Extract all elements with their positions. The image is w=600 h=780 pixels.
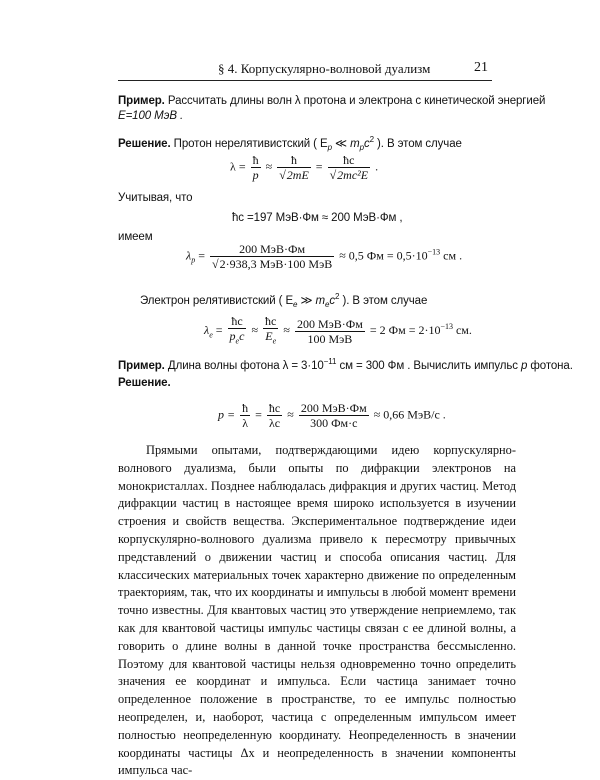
eq2-frac: $\frac{\text{200 МэВ·Фм}}{\text{√2·938,3 МэВ·100 МэВ}}$ — [211, 242, 333, 271]
example-1-label: Пример. — [118, 95, 165, 107]
eq2-rhs: ≈ 0,5 Фм = 0,5·10 — [339, 248, 428, 263]
electron-text-cont: . В этом случае — [346, 294, 428, 307]
eq1-eq: = — [315, 159, 323, 174]
example-2-text3: фотона. — [527, 359, 573, 372]
equation-lambda-electron: $\lambda_e$ = $\frac{ħc}{p_ec}$ ≈ $\frac{ħc}{E_e}$ ≈ $\frac{\text{200 МэВ·Фм}}{\text{100 МэВ}}$ = 2 Фм = $2\cdot 10^{-13}$ см. — [204, 314, 472, 348]
have-text: имеем — [118, 231, 153, 243]
eq4-frac-2: $\frac{ħc}{\lambda c}$ — [268, 401, 281, 430]
eq3-lhs: λ — [204, 322, 210, 337]
eq1-frac-2: $\frac{ħ}{√2mE}$ — [279, 153, 309, 182]
example-2-text2: см = 300 Фм . Вычислить импульс — [336, 359, 518, 372]
example-1-line-2 — [118, 110, 183, 122]
solution-1-line: Решение. Протон нерелятивистский ( $E_p$ ≪ $m_pc^2$ ). В этом случае — [118, 135, 462, 153]
eq2-eq: = — [198, 248, 205, 263]
example-2-line — [118, 357, 573, 372]
solution-1-text: Протон нерелятивистский ( E — [170, 137, 328, 150]
eq1-approx: ≈ — [265, 159, 273, 174]
example-2-exp: −11 — [323, 357, 337, 366]
solution-2-label: Решение. — [118, 377, 171, 389]
equation-photon-momentum: p = $\frac{ħ}{\lambda}$ = $\frac{ħc}{\lambda c}$ ≈ $\frac{\text{200 МэВ·Фм}}{300 Фм\cdot c}$ ≈ 0,66 МэВ/c . — [218, 401, 446, 430]
eq3-exp: −13 — [440, 321, 453, 331]
eq4-rhs: ≈ 0,66 МэВ/c . — [373, 407, 446, 422]
eq2-lhs: λ — [186, 248, 192, 263]
eq4-frac-3: $\frac{\text{200 МэВ·Фм}}{300 Фм\cdot c}$ — [300, 401, 367, 430]
electron-line: Электрон релятивистский ( $E_e$ ≫ $m_ec^2$ ). В этом случае — [140, 292, 428, 310]
page-number: 21 — [474, 60, 488, 75]
eq3-frac-3: $\frac{\text{200 МэВ·Фм}}{\text{100 МэВ}}$ — [296, 316, 363, 346]
solution-1-label: Решение. — [118, 137, 171, 150]
example-1-line-1 — [118, 95, 545, 107]
example-1-text: Рассчитать длины волн λ протона и электрона с кинетической энергией — [164, 95, 546, 107]
running-header — [118, 60, 492, 81]
solution-2-line — [118, 377, 171, 389]
eq2-unit: см . — [440, 248, 463, 263]
equation-hc: ħc =197 МэВ·Фм ≈ 200 МэВ·Фм , — [232, 212, 403, 224]
example-2-p: p — [517, 359, 528, 372]
eq1-frac-3: $\frac{ħc}{\text{√2mc²E}}$ — [329, 153, 369, 182]
eq2-exp: −13 — [427, 247, 441, 257]
eq3-rhs: = 2 Фм = 2·10 — [369, 322, 441, 337]
equation-lambda-proton-value — [186, 242, 462, 271]
considering-text: Учитывая, что — [118, 192, 193, 204]
eq1-frac-1: $\frac{ħ}{p}$ — [252, 153, 259, 182]
example-1-energy: E=100 МэВ . — [118, 110, 184, 122]
eq3-frac-2: $\frac{ħc}{E_e}$ — [265, 314, 277, 346]
header-title: § 4. Корпускулярно-волновой дуализм — [218, 61, 431, 76]
body-paragraph: Прямыми опытами, подтверждающими идею корпускулярно-волнового дуализма, были опыты по дифракции электронов на монокристаллах. Позднее наблюдалась дифракция и других частиц. Метод дифракции частиц в настоящее время широко используется в изучении строения и свойств вещества. Экспериментальное подтверждение идеи корпускулярно-волнового дуализма привело к пересмотру привычных представлений о движении частиц и способа описания частиц. Для классических материальных точек характерно движение по определенным траекториям, так, что их координаты и импульсы в любой момент времени точно известны. Для квантовых частиц это утверждение неприемлемо, так как для квантовой частицы импульс частицы связан с ее длиной волны, а говорить о длине волны в данной точке пространства бессмысленно. Поэтому для квантовой частицы нельзя одновременно точно определить значения ее координат и импульса. Если частица занимает точно определенное положение в пространстве, то ее импульс полностью неопределен, и, наоборот, частица с определенным импульсом имеет полностью неопределенную координату. Неопределенность в значении координаты частицы Δx и неопределенность в значении компоненты импульса час- — [118, 443, 516, 778]
equation-lambda-proton-general — [230, 153, 378, 182]
eq1-end: . — [375, 159, 379, 174]
eq2-sub: p — [191, 255, 196, 265]
eq3-sub: e — [209, 330, 213, 340]
eq1-lhs: λ = — [230, 159, 246, 174]
example-2-label: Пример. — [118, 359, 165, 372]
body-paragraph-container — [118, 442, 516, 780]
solution-1-text-cont: . В этом случае — [380, 137, 462, 150]
example-2-text: Длина волны фотона λ = 3·10 — [164, 359, 324, 372]
electron-text: Электрон релятивистский ( E — [140, 294, 294, 307]
eq3-unit: см. — [452, 322, 472, 337]
eq4-lhs: p = — [218, 407, 236, 422]
eq3-frac-1: $\frac{ħc}{p_ec}$ — [229, 314, 245, 346]
eq4-frac-1: $\frac{ħ}{\lambda}$ — [242, 401, 249, 430]
